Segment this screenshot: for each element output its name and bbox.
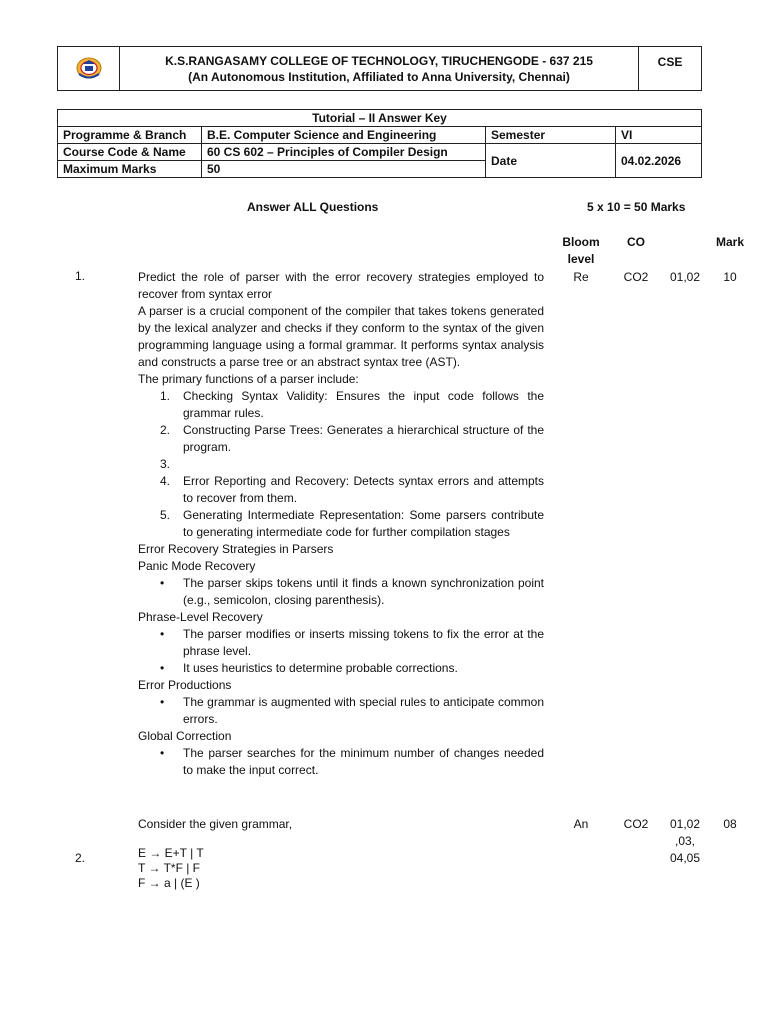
q2-co: CO2 (623, 817, 649, 831)
college-header (57, 46, 702, 91)
bullet-icon: • (160, 695, 165, 709)
marks-label: Maximum Marks (58, 161, 202, 178)
q1-question-text: Predict the role of parser with the error recovery strategies employed to recover from syntax error (138, 270, 544, 301)
bloom-header-line1: Bloom (562, 235, 600, 249)
co-header: CO (627, 235, 645, 249)
list-item-text: It uses heuristics to determine probable corrections. (183, 661, 458, 675)
q1-po: 01,02 (669, 270, 701, 284)
bloom-header-line2: level (567, 252, 595, 266)
q1-strategies-heading: Error Recovery Strategies in Parsers (138, 542, 334, 556)
bullet-icon: • (160, 576, 165, 590)
q2-bloom: An (573, 817, 589, 831)
q1-errprod-list (138, 694, 544, 728)
grammar-rule: E → E+T | T (138, 846, 204, 860)
college-title-cell (120, 47, 639, 91)
total-marks: 5 x 10 = 50 Marks (587, 200, 686, 214)
q1-mark: 10 (723, 270, 737, 284)
q1-global-list (138, 745, 544, 779)
list-number: 4. (160, 474, 171, 488)
college-logo-icon (74, 54, 104, 80)
course-label: Course Code & Name (58, 144, 202, 161)
programme-value: B.E. Computer Science and Engineering (202, 127, 486, 144)
list-number: 1. (160, 389, 171, 403)
list-item (138, 694, 544, 728)
q2-mark: 08 (723, 817, 737, 831)
list-number: 3. (160, 457, 171, 471)
q1-phrase-heading: Phrase-Level Recovery (138, 610, 263, 624)
list-item (138, 575, 544, 609)
list-item (138, 507, 544, 541)
question-1-number: 1. (75, 269, 86, 283)
q2-po-line2: ,03, (674, 834, 695, 848)
list-item-text: Error Reporting and Recovery: Detects syntax errors and attempts to recover from them. (183, 474, 544, 505)
programme-label: Programme & Branch (58, 127, 202, 144)
list-item (138, 456, 544, 473)
college-affiliation: (An Autonomous Institution, Affiliated to Anna University, Chennai) (188, 69, 570, 84)
list-item (138, 660, 544, 677)
list-item-text: The grammar is augmented with special rules to anticipate common errors. (183, 695, 544, 726)
date-value: 04.02.2026 (616, 144, 702, 178)
list-item-text: Checking Syntax Validity: Ensures the input code follows the grammar rules. (183, 389, 544, 420)
q1-functions-list (138, 388, 544, 541)
college-name: K.S.RANGASAMY COLLEGE OF TECHNOLOGY, TIRUCHENGODE - 637 215 (165, 53, 593, 68)
list-item (138, 626, 544, 660)
q1-functions-heading: The primary functions of a parser include: (138, 372, 359, 386)
list-item-text: The parser modifies or inserts missing tokens to fix the error at the phrase level. (183, 627, 544, 658)
q2-po-line1: 01,02 (669, 817, 701, 831)
list-item (138, 745, 544, 779)
q1-errprod-heading: Error Productions (138, 678, 232, 692)
bullet-icon: • (160, 627, 165, 641)
list-item (138, 388, 544, 422)
list-number: 2. (160, 423, 171, 437)
list-number: 5. (160, 508, 171, 522)
semester-label: Semester (486, 127, 616, 144)
date-label: Date (486, 144, 616, 178)
q1-co: CO2 (623, 270, 649, 284)
list-item-text: Constructing Parse Trees: Generates a hierarchical structure of the program. (183, 423, 544, 454)
list-item (138, 473, 544, 507)
list-item-text: The parser skips tokens until it finds a known synchronization point (e.g., semicolon, closing parenthesis). (183, 576, 544, 607)
question-2-number: 2. (75, 851, 86, 865)
bloom-level-header (558, 234, 604, 268)
q1-panic-list (138, 575, 544, 609)
semester-value: VI (616, 127, 702, 144)
q2-po (664, 816, 706, 867)
mark-header: Mark (715, 235, 744, 249)
bullet-icon: • (160, 746, 165, 760)
list-item-text: Generating Intermediate Representation: Some parsers contribute to generating intermediate code for further compilation stages (183, 508, 544, 539)
department: CSE (639, 47, 702, 91)
list-item (138, 422, 544, 456)
q1-answer-body (138, 269, 544, 779)
q2-po-line3: 04,05 (669, 851, 701, 865)
q1-panic-heading: Panic Mode Recovery (138, 559, 256, 573)
q1-phrase-list (138, 626, 544, 677)
tutorial-info-table (57, 109, 702, 178)
grammar-rule: F → a | (E ) (138, 876, 200, 890)
tutorial-title: Tutorial – II Answer Key (58, 110, 702, 127)
q1-global-heading: Global Correction (138, 729, 232, 743)
q1-intro-paragraph: A parser is a crucial component of the compiler that takes tokens generated by the lexical analyzer and checks if they conform to the syntax of the given programming language using a formal grammar. It performs syntax analysis and constructs a parse tree or an abstract syntax tree (AST). (138, 304, 544, 369)
marks-value: 50 (202, 161, 486, 178)
logo-cell (58, 47, 120, 91)
bullet-icon: • (160, 661, 165, 675)
grammar-rule: T → T*F | F (138, 861, 201, 875)
list-item-text: The parser searches for the minimum number of changes needed to make the input correct. (183, 746, 544, 777)
q2-grammar (138, 846, 204, 891)
q2-question-text: Consider the given grammar, (138, 817, 293, 831)
q1-bloom: Re (573, 270, 589, 284)
answer-all-instruction: Answer ALL Questions (247, 200, 379, 214)
course-value: 60 CS 602 – Principles of Compiler Design (202, 144, 486, 161)
